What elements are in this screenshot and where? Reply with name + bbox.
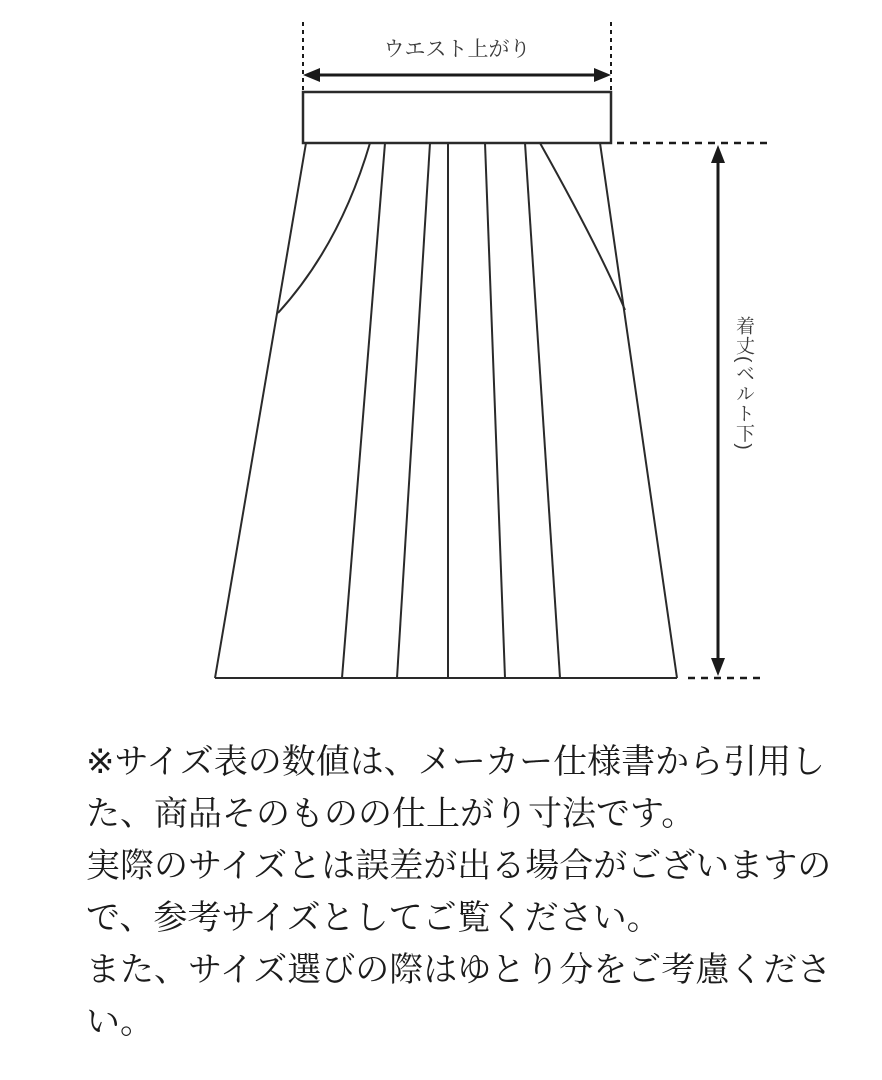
pleat-line bbox=[525, 143, 560, 678]
waist-measurement-label: ウエスト上がり bbox=[383, 38, 531, 61]
length-arrowhead-top-icon bbox=[711, 145, 725, 163]
waistband bbox=[303, 92, 611, 143]
size-note-source: ※サイズ表の数値は、メーカー仕様書から引用した、商品そのものの仕上がり寸法です。 bbox=[86, 743, 826, 833]
length-measurement-label: 着丈(ベルト下) bbox=[733, 316, 754, 451]
pleat-line bbox=[485, 143, 505, 678]
waist-arrowhead-right-icon bbox=[594, 68, 611, 82]
size-note-allowance: また、サイズ選びの際はゆとり分をご考慮ください。 bbox=[86, 951, 832, 1041]
length-arrowhead-bottom-icon bbox=[711, 658, 725, 676]
skirt-left-edge bbox=[215, 143, 306, 678]
waist-arrowhead-left-icon bbox=[303, 68, 320, 82]
pleat-line bbox=[397, 143, 430, 678]
size-notes bbox=[0, 722, 882, 1048]
skirt-right-edge bbox=[600, 143, 677, 678]
pleat-line bbox=[342, 143, 385, 678]
size-note-tolerance: 実際のサイズとは誤差が出る場合がございますので、参考サイズとしてご覧ください。 bbox=[86, 847, 832, 937]
